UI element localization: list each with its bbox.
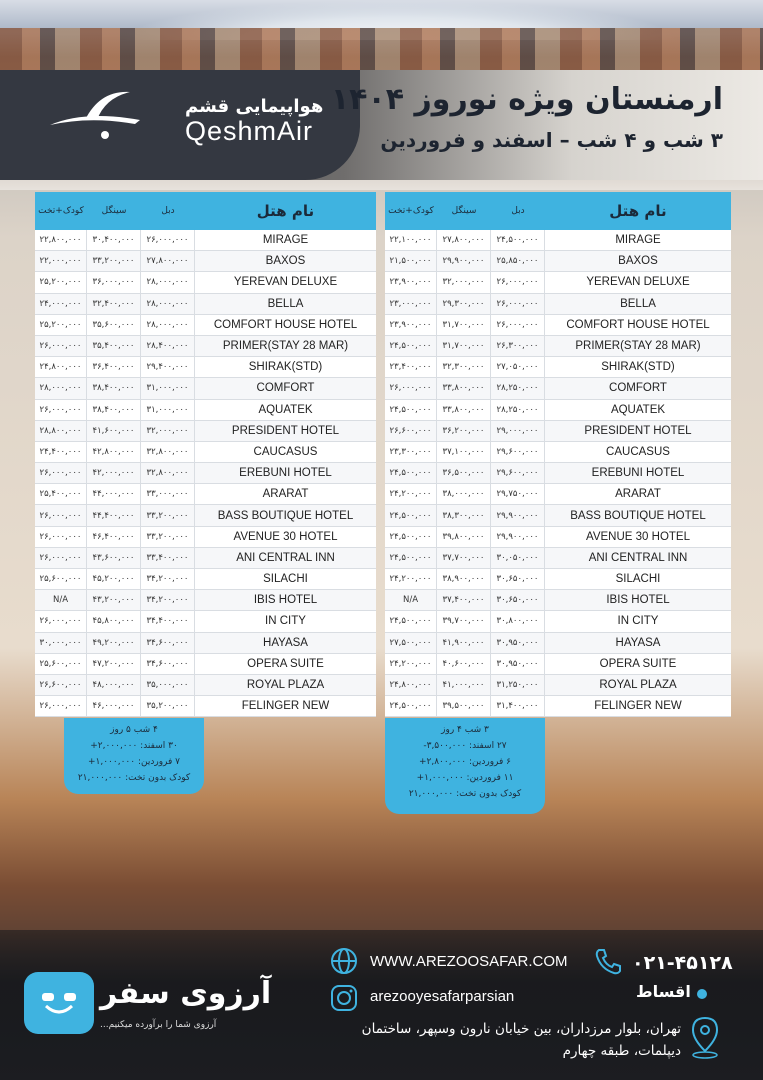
- cell-double: ۲۸,۲۵۰,۰۰۰: [491, 378, 545, 398]
- cell-hotel-name: HAYASA: [615, 636, 661, 649]
- table-row: [35, 611, 376, 632]
- table-row: [385, 463, 731, 484]
- cell-double: ۲۶,۳۰۰,۰۰۰: [491, 336, 545, 356]
- table-row: [385, 611, 731, 632]
- cell-hotel-name: COMFORT HOUSE HOTEL: [566, 318, 710, 331]
- cell-child: ۲۳,۴۰۰,۰۰۰: [385, 357, 437, 377]
- website-link[interactable]: WWW.AREZOOSAFAR.COM: [370, 953, 568, 970]
- table-row: [35, 357, 376, 378]
- cell-hotel-name: EREBUNI HOTEL: [591, 467, 685, 480]
- cell-single: ۴۴,۰۰۰,۰۰۰: [87, 484, 141, 504]
- cell-hotel-name: IBIS HOTEL: [253, 594, 318, 607]
- cell-child: ۲۴,۵۰۰,۰۰۰: [385, 505, 437, 525]
- table-row: [35, 654, 376, 675]
- cell-child: ۲۶,۰۰۰,۰۰۰: [35, 400, 87, 420]
- cell-child: ۲۱,۵۰۰,۰۰۰: [385, 251, 437, 271]
- cell-child: N/A: [35, 590, 87, 610]
- note-line: ۱۱ فروردین: ۱,۰۰۰,۰۰۰+: [416, 773, 514, 783]
- cell-double: ۲۶,۰۰۰,۰۰۰: [491, 294, 545, 314]
- instagram-link[interactable]: arezooyesafarparsian: [370, 988, 515, 1005]
- cell-child: ۲۴,۵۰۰,۰۰۰: [385, 548, 437, 568]
- note-line: ۳ شب ۴ روز: [441, 725, 489, 735]
- cell-double: ۲۸,۰۰۰,۰۰۰: [141, 272, 195, 292]
- cell-single: ۴۲,۸۰۰,۰۰۰: [87, 442, 141, 462]
- cell-double: ۳۵,۲۰۰,۰۰۰: [141, 696, 195, 716]
- table-row: [35, 421, 376, 442]
- cell-double: ۳۱,۰۰۰,۰۰۰: [141, 400, 195, 420]
- table-row: [385, 442, 731, 463]
- cell-double: ۳۲,۰۰۰,۰۰۰: [141, 421, 195, 441]
- cell-child: ۲۴,۵۰۰,۰۰۰: [385, 463, 437, 483]
- cell-hotel-name: YEREVAN DELUXE: [233, 276, 338, 289]
- cell-single: ۳۸,۳۰۰,۰۰۰: [437, 505, 491, 525]
- cell-hotel-name: SHIRAK(STD): [601, 361, 675, 374]
- cell-child: ۲۷,۵۰۰,۰۰۰: [385, 633, 437, 653]
- address-line: دیپلمات، طبقه چهارم: [562, 1043, 681, 1059]
- cell-single: ۲۹,۹۰۰,۰۰۰: [437, 251, 491, 271]
- table-row: [35, 569, 376, 590]
- table-row: [385, 590, 731, 611]
- cell-hotel-name: AVENUE 30 HOTEL: [233, 530, 338, 543]
- note-4-nights: [64, 718, 204, 794]
- header-child: کودک+تخت: [388, 206, 434, 216]
- cell-single: ۴۷,۲۰۰,۰۰۰: [87, 654, 141, 674]
- cell-double: ۳۴,۲۰۰,۰۰۰: [141, 590, 195, 610]
- table-row: [35, 378, 376, 399]
- cell-single: ۳۵,۴۰۰,۰۰۰: [87, 336, 141, 356]
- table-header: [35, 192, 376, 230]
- cell-double: ۲۸,۴۰۰,۰۰۰: [141, 336, 195, 356]
- cell-child: ۲۵,۶۰۰,۰۰۰: [35, 654, 87, 674]
- cell-single: ۳۳,۸۰۰,۰۰۰: [437, 400, 491, 420]
- table-row: [385, 548, 731, 569]
- table-row: [35, 272, 376, 293]
- installments-label: اقساط: [636, 982, 691, 1001]
- cell-double: ۲۶,۰۰۰,۰۰۰: [491, 315, 545, 335]
- cell-child: ۲۶,۰۰۰,۰۰۰: [35, 463, 87, 483]
- note-line: ۲۷ اسفند: ۳,۵۰۰,۰۰۰-: [423, 741, 507, 751]
- cell-hotel-name: SHIRAK(STD): [248, 361, 323, 374]
- cell-single: ۳۸,۹۰۰,۰۰۰: [437, 569, 491, 589]
- cell-single: ۴۸,۰۰۰,۰۰۰: [87, 675, 141, 695]
- cell-child: ۲۳,۹۰۰,۰۰۰: [385, 272, 437, 292]
- cell-double: ۲۸,۲۵۰,۰۰۰: [491, 400, 545, 420]
- table-row: [385, 484, 731, 505]
- note-3-nights: [385, 718, 545, 814]
- header-hotel-name: نام هتل: [256, 202, 315, 220]
- cell-child: N/A: [385, 590, 437, 610]
- table-header: [385, 192, 731, 230]
- cell-double: ۳۴,۴۰۰,۰۰۰: [141, 611, 195, 631]
- cell-single: ۳۶,۲۰۰,۰۰۰: [437, 421, 491, 441]
- header-hotel-name: نام هتل: [609, 202, 667, 220]
- table-row: [385, 421, 731, 442]
- brand-slogan: آرزوی شما را برآورده میکنیم...: [100, 1020, 217, 1030]
- cell-child: ۲۴,۵۰۰,۰۰۰: [385, 527, 437, 547]
- cell-single: ۳۶,۰۰۰,۰۰۰: [87, 272, 141, 292]
- cell-single: ۳۵,۶۰۰,۰۰۰: [87, 315, 141, 335]
- cell-hotel-name: CAUCASUS: [606, 445, 670, 458]
- cell-double: ۳۰,۶۵۰,۰۰۰: [491, 590, 545, 610]
- cell-hotel-name: IBIS HOTEL: [606, 594, 670, 607]
- cell-child: ۲۳,۹۰۰,۰۰۰: [385, 315, 437, 335]
- cell-hotel-name: PRESIDENT HOTEL: [231, 424, 340, 437]
- cell-hotel-name: OPERA SUITE: [247, 657, 324, 670]
- cell-single: ۴۵,۸۰۰,۰۰۰: [87, 611, 141, 631]
- cell-double: ۳۰,۹۵۰,۰۰۰: [491, 654, 545, 674]
- cell-child: ۲۲,۸۰۰,۰۰۰: [35, 230, 87, 250]
- cell-hotel-name: BELLA: [267, 297, 304, 310]
- cell-single: ۴۶,۴۰۰,۰۰۰: [87, 527, 141, 547]
- cell-single: ۴۰,۶۰۰,۰۰۰: [437, 654, 491, 674]
- table-row: [35, 505, 376, 526]
- cell-child: ۲۵,۲۰۰,۰۰۰: [35, 272, 87, 292]
- table-row: [385, 294, 731, 315]
- cell-double: ۳۱,۲۵۰,۰۰۰: [491, 675, 545, 695]
- cell-hotel-name: OPERA SUITE: [599, 657, 677, 670]
- cell-child: ۲۶,۶۰۰,۰۰۰: [35, 675, 87, 695]
- cell-hotel-name: BAXOS: [618, 255, 658, 268]
- cell-double: ۲۶,۰۰۰,۰۰۰: [141, 230, 195, 250]
- cell-hotel-name: BAXOS: [265, 255, 306, 268]
- cell-double: ۲۷,۸۰۰,۰۰۰: [141, 251, 195, 271]
- cell-child: ۲۵,۶۰۰,۰۰۰: [35, 569, 87, 589]
- table-row: [385, 527, 731, 548]
- cell-double: ۲۸,۰۰۰,۰۰۰: [141, 315, 195, 335]
- cell-single: ۴۱,۹۰۰,۰۰۰: [437, 633, 491, 653]
- table-row: [385, 378, 731, 399]
- globe-icon: [330, 947, 358, 975]
- cell-single: ۳۶,۴۰۰,۰۰۰: [87, 357, 141, 377]
- header-double: دبل: [511, 206, 525, 216]
- cell-single: ۲۷,۸۰۰,۰۰۰: [437, 230, 491, 250]
- table-row: [35, 527, 376, 548]
- cell-double: ۳۰,۹۵۰,۰۰۰: [491, 633, 545, 653]
- cell-hotel-name: MIRAGE: [615, 234, 661, 247]
- cell-single: ۳۹,۷۰۰,۰۰۰: [437, 611, 491, 631]
- cell-hotel-name: FELINGER NEW: [241, 700, 330, 713]
- table-row: [35, 315, 376, 336]
- cell-child: ۳۰,۰۰۰,۰۰۰: [35, 633, 87, 653]
- cell-double: ۳۱,۰۰۰,۰۰۰: [141, 378, 195, 398]
- cell-hotel-name: AQUATEK: [258, 403, 313, 416]
- instagram-icon: [330, 984, 358, 1012]
- cell-double: ۳۱,۴۰۰,۰۰۰: [491, 696, 545, 716]
- cell-double: ۲۸,۰۰۰,۰۰۰: [141, 294, 195, 314]
- phone-number[interactable]: ۰۲۱-۴۵۱۲۸: [632, 952, 733, 974]
- cell-child: ۲۴,۸۰۰,۰۰۰: [35, 357, 87, 377]
- table-row: [385, 675, 731, 696]
- note-line: کودک بدون تخت: ۲۱,۰۰۰,۰۰۰: [77, 773, 191, 783]
- table-row: [35, 251, 376, 272]
- cell-double: ۳۳,۲۰۰,۰۰۰: [141, 527, 195, 547]
- cell-hotel-name: FELINGER NEW: [594, 700, 682, 713]
- cell-hotel-name: ANI CENTRAL INN: [236, 551, 335, 564]
- cell-child: ۲۴,۸۰۰,۰۰۰: [385, 675, 437, 695]
- table-row: [35, 484, 376, 505]
- cell-hotel-name: IN CITY: [617, 615, 659, 628]
- table-row: [35, 463, 376, 484]
- cell-child: ۲۶,۰۰۰,۰۰۰: [35, 548, 87, 568]
- cell-hotel-name: ROYAL PLAZA: [246, 679, 325, 692]
- cell-double: ۳۰,۸۰۰,۰۰۰: [491, 611, 545, 631]
- table-row: [385, 696, 731, 717]
- cell-child: ۲۳,۰۰۰,۰۰۰: [385, 294, 437, 314]
- table-row: [385, 315, 731, 336]
- cell-single: ۳۰,۴۰۰,۰۰۰: [87, 230, 141, 250]
- header-child: کودک+تخت: [38, 206, 84, 216]
- table-row: [35, 633, 376, 654]
- cell-double: ۳۴,۶۰۰,۰۰۰: [141, 654, 195, 674]
- table-row: [35, 336, 376, 357]
- cell-hotel-name: SILACHI: [615, 573, 661, 586]
- page-title: ارمنستان ویژه نوروز ۱۴۰۴: [330, 82, 723, 117]
- cell-double: ۲۹,۷۵۰,۰۰۰: [491, 484, 545, 504]
- cell-child: ۲۶,۰۰۰,۰۰۰: [35, 336, 87, 356]
- cell-child: ۲۶,۰۰۰,۰۰۰: [35, 527, 87, 547]
- cell-double: ۲۴,۵۰۰,۰۰۰: [491, 230, 545, 250]
- table-row: [385, 633, 731, 654]
- cell-double: ۲۷,۰۵۰,۰۰۰: [491, 357, 545, 377]
- cell-double: ۳۴,۶۰۰,۰۰۰: [141, 633, 195, 653]
- cell-single: ۳۷,۷۰۰,۰۰۰: [437, 548, 491, 568]
- cell-child: ۲۳,۳۰۰,۰۰۰: [385, 442, 437, 462]
- cell-single: ۳۱,۷۰۰,۰۰۰: [437, 336, 491, 356]
- cell-double: ۳۰,۶۵۰,۰۰۰: [491, 569, 545, 589]
- cell-single: ۳۶,۵۰۰,۰۰۰: [437, 463, 491, 483]
- table-row: [35, 696, 376, 717]
- cell-hotel-name: ARARAT: [615, 488, 661, 501]
- cell-hotel-name: ANI CENTRAL INN: [588, 551, 688, 564]
- cell-child: ۲۶,۶۰۰,۰۰۰: [385, 421, 437, 441]
- cell-hotel-name: BELLA: [620, 297, 656, 310]
- cell-hotel-name: HAYASA: [263, 636, 308, 649]
- header-double: دبل: [161, 206, 175, 216]
- cell-double: ۲۶,۰۰۰,۰۰۰: [491, 272, 545, 292]
- cell-double: ۲۹,۰۰۰,۰۰۰: [491, 421, 545, 441]
- smiley-face-icon: [38, 990, 80, 1016]
- cell-double: ۳۰,۰۵۰,۰۰۰: [491, 548, 545, 568]
- cell-child: ۲۴,۵۰۰,۰۰۰: [385, 336, 437, 356]
- cell-child: ۲۶,۰۰۰,۰۰۰: [35, 696, 87, 716]
- phone-icon: [592, 946, 624, 978]
- cell-single: ۴۹,۲۰۰,۰۰۰: [87, 633, 141, 653]
- cell-single: ۳۳,۲۰۰,۰۰۰: [87, 251, 141, 271]
- cell-child: ۲۴,۰۰۰,۰۰۰: [35, 294, 87, 314]
- brand-name: آرزوی سفر: [100, 976, 272, 1011]
- cell-double: ۳۳,۲۰۰,۰۰۰: [141, 505, 195, 525]
- table-row: [385, 357, 731, 378]
- note-line: ۴ شب ۵ روز: [110, 725, 158, 735]
- cell-hotel-name: ARARAT: [262, 488, 309, 501]
- cell-child: ۲۴,۲۰۰,۰۰۰: [385, 484, 437, 504]
- cell-single: ۳۱,۷۰۰,۰۰۰: [437, 315, 491, 335]
- cell-single: ۴۴,۴۰۰,۰۰۰: [87, 505, 141, 525]
- cell-hotel-name: AQUATEK: [610, 403, 666, 416]
- note-line: ۳۰ اسفند: ۲,۰۰۰,۰۰۰+: [90, 741, 178, 751]
- cell-hotel-name: CAUCASUS: [253, 445, 318, 458]
- cell-single: ۳۸,۴۰۰,۰۰۰: [87, 378, 141, 398]
- cell-double: ۲۹,۴۰۰,۰۰۰: [141, 357, 195, 377]
- cell-hotel-name: SILACHI: [263, 573, 308, 586]
- cell-hotel-name: IN CITY: [265, 615, 306, 628]
- cell-hotel-name: PRIMER(STAY 28 MAR): [575, 340, 701, 353]
- cell-single: ۴۳,۲۰۰,۰۰۰: [87, 590, 141, 610]
- cell-child: ۲۸,۰۰۰,۰۰۰: [35, 378, 87, 398]
- table-row: [385, 251, 731, 272]
- table-row: [35, 230, 376, 251]
- cell-hotel-name: COMFORT: [256, 382, 315, 395]
- cell-child: ۲۸,۸۰۰,۰۰۰: [35, 421, 87, 441]
- cell-hotel-name: YEREVAN DELUXE: [586, 276, 690, 289]
- cell-single: ۳۷,۴۰۰,۰۰۰: [437, 590, 491, 610]
- cell-single: ۳۲,۴۰۰,۰۰۰: [87, 294, 141, 314]
- cell-single: ۳۷,۱۰۰,۰۰۰: [437, 442, 491, 462]
- table-row: [385, 569, 731, 590]
- cell-single: ۴۵,۲۰۰,۰۰۰: [87, 569, 141, 589]
- cell-child: ۲۶,۰۰۰,۰۰۰: [35, 611, 87, 631]
- qeshmair-logo-icon: [45, 80, 145, 150]
- cell-double: ۳۳,۴۰۰,۰۰۰: [141, 548, 195, 568]
- airline-name-en: QeshmAir: [185, 116, 314, 146]
- table-row: [35, 590, 376, 611]
- price-table-4-nights: [35, 192, 376, 717]
- table-row: [385, 400, 731, 421]
- cell-child: ۲۵,۴۰۰,۰۰۰: [35, 484, 87, 504]
- cell-hotel-name: MIRAGE: [262, 234, 309, 247]
- cell-double: ۳۳,۰۰۰,۰۰۰: [141, 484, 195, 504]
- cell-hotel-name: AVENUE 30 HOTEL: [586, 530, 690, 543]
- table-row: [385, 272, 731, 293]
- cell-child: ۲۴,۲۰۰,۰۰۰: [385, 654, 437, 674]
- cell-single: ۳۲,۰۰۰,۰۰۰: [437, 272, 491, 292]
- cell-hotel-name: EREBUNI HOTEL: [239, 467, 332, 480]
- cell-child: ۲۶,۰۰۰,۰۰۰: [385, 378, 437, 398]
- cell-hotel-name: BASS BOUTIQUE HOTEL: [570, 509, 706, 522]
- cell-single: ۲۹,۳۰۰,۰۰۰: [437, 294, 491, 314]
- table-row: [35, 294, 376, 315]
- cell-child: ۲۶,۰۰۰,۰۰۰: [35, 505, 87, 525]
- cell-hotel-name: PRESIDENT HOTEL: [584, 424, 692, 437]
- cell-double: ۲۹,۶۰۰,۰۰۰: [491, 442, 545, 462]
- cell-child: ۲۴,۵۰۰,۰۰۰: [385, 696, 437, 716]
- cell-single: ۳۸,۰۰۰,۰۰۰: [437, 484, 491, 504]
- cell-hotel-name: COMFORT: [609, 382, 667, 395]
- cell-double: ۳۵,۰۰۰,۰۰۰: [141, 675, 195, 695]
- location-pin-icon: [688, 1015, 722, 1059]
- cell-single: ۳۳,۸۰۰,۰۰۰: [437, 378, 491, 398]
- cell-child: ۲۴,۵۰۰,۰۰۰: [385, 611, 437, 631]
- cell-double: ۲۵,۸۵۰,۰۰۰: [491, 251, 545, 271]
- note-line: ۷ فروردین: ۱,۰۰۰,۰۰۰+: [87, 757, 181, 767]
- note-line: ۶ فروردین: ۲,۸۰۰,۰۰۰+: [418, 757, 512, 767]
- cell-child: ۲۴,۴۰۰,۰۰۰: [35, 442, 87, 462]
- address: [321, 1018, 681, 1062]
- cell-hotel-name: ROYAL PLAZA: [599, 679, 677, 692]
- price-table-3-nights: [385, 192, 731, 717]
- cell-hotel-name: BASS BOUTIQUE HOTEL: [217, 509, 354, 522]
- bullet-dot: [697, 989, 707, 999]
- airline-name-fa: هواپیمایی قشم: [185, 96, 324, 117]
- cell-double: ۲۹,۹۰۰,۰۰۰: [491, 505, 545, 525]
- note-line: کودک بدون تخت: ۲۱,۰۰۰,۰۰۰: [408, 789, 522, 799]
- cell-child: ۲۲,۱۰۰,۰۰۰: [385, 230, 437, 250]
- cell-double: ۳۴,۲۰۰,۰۰۰: [141, 569, 195, 589]
- cell-single: ۴۳,۶۰۰,۰۰۰: [87, 548, 141, 568]
- table-row: [385, 654, 731, 675]
- table-row: [35, 442, 376, 463]
- cell-single: ۴۱,۶۰۰,۰۰۰: [87, 421, 141, 441]
- table-row: [385, 336, 731, 357]
- table-row: [35, 400, 376, 421]
- cell-double: ۳۲,۸۰۰,۰۰۰: [141, 463, 195, 483]
- cell-child: ۲۴,۵۰۰,۰۰۰: [385, 400, 437, 420]
- cell-double: ۲۹,۹۰۰,۰۰۰: [491, 527, 545, 547]
- cell-single: ۳۹,۵۰۰,۰۰۰: [437, 696, 491, 716]
- cell-single: ۳۹,۸۰۰,۰۰۰: [437, 527, 491, 547]
- cell-hotel-name: PRIMER(STAY 28 MAR): [222, 340, 349, 353]
- cell-single: ۴۲,۰۰۰,۰۰۰: [87, 463, 141, 483]
- page-subtitle: ۳ شب و ۴ شب – اسفند و فروردین: [380, 128, 723, 152]
- cell-child: ۲۵,۲۰۰,۰۰۰: [35, 315, 87, 335]
- cell-double: ۲۹,۶۰۰,۰۰۰: [491, 463, 545, 483]
- cell-child: ۲۲,۰۰۰,۰۰۰: [35, 251, 87, 271]
- header-single: سینگل: [101, 206, 127, 216]
- table-row: [35, 548, 376, 569]
- table-body: [385, 230, 731, 717]
- cell-single: ۳۲,۳۰۰,۰۰۰: [437, 357, 491, 377]
- table-row: [385, 505, 731, 526]
- address-line: تهران، بلوار مرزداران، بین خیابان نارون وسپهر، ساختمان: [361, 1021, 681, 1037]
- cell-single: ۴۱,۰۰۰,۰۰۰: [437, 675, 491, 695]
- cell-single: ۳۸,۴۰۰,۰۰۰: [87, 400, 141, 420]
- table-body: [35, 230, 376, 717]
- header-single: سینگل: [451, 206, 477, 216]
- cell-single: ۴۶,۰۰۰,۰۰۰: [87, 696, 141, 716]
- cell-child: ۲۴,۲۰۰,۰۰۰: [385, 569, 437, 589]
- cell-double: ۳۲,۸۰۰,۰۰۰: [141, 442, 195, 462]
- table-row: [385, 230, 731, 251]
- cell-hotel-name: COMFORT HOUSE HOTEL: [213, 318, 358, 331]
- table-row: [35, 675, 376, 696]
